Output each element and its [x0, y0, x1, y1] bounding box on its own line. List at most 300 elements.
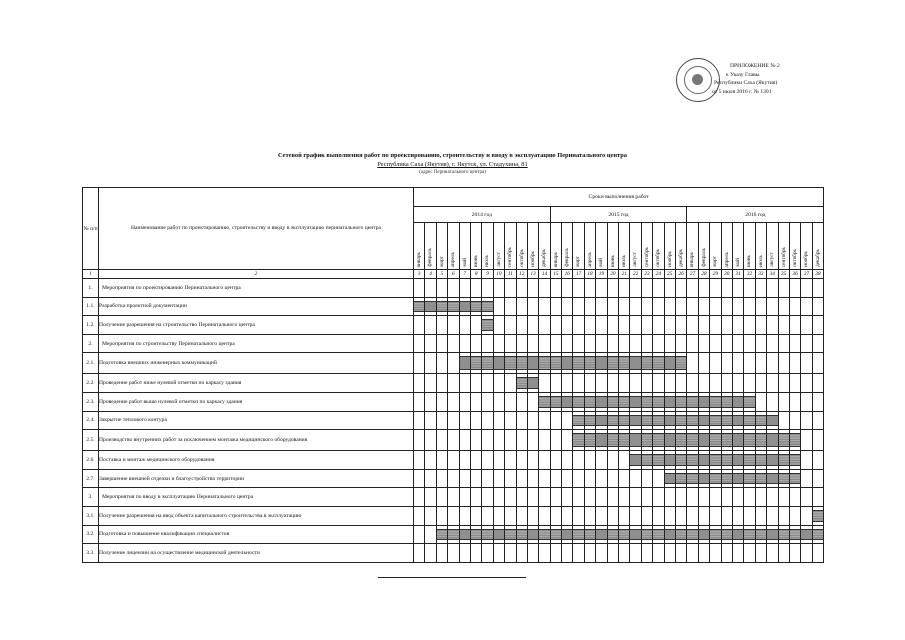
month-cell	[698, 279, 709, 298]
gantt-bar-segment	[437, 301, 447, 313]
gantt-bar-segment	[687, 454, 697, 466]
month-cell	[414, 353, 425, 374]
month-label: ноябрь	[529, 251, 536, 267]
gantt-bar-segment	[744, 396, 754, 408]
month-cell	[573, 279, 584, 298]
month-cell	[767, 279, 778, 298]
month-cell	[721, 430, 732, 451]
column-number: 34	[767, 270, 778, 279]
row-number: 3.3.	[83, 544, 99, 563]
gantt-bar-segment	[665, 529, 675, 541]
header-month	[470, 223, 481, 270]
appendix-block	[712, 62, 792, 96]
table-row	[83, 411, 824, 430]
month-cell	[470, 544, 481, 563]
month-cell	[584, 430, 595, 451]
month-cell	[470, 297, 481, 316]
month-cell	[641, 334, 652, 353]
column-number: 8	[470, 270, 481, 279]
column-number: 17	[573, 270, 584, 279]
gantt-bar-segment	[460, 356, 470, 370]
month-cell	[470, 469, 481, 488]
month-cell	[619, 316, 630, 335]
gantt-bar-segment	[676, 454, 686, 466]
month-cell	[732, 392, 743, 411]
month-cell	[687, 353, 698, 374]
month-cell	[584, 297, 595, 316]
month-cell	[584, 544, 595, 563]
month-cell	[767, 488, 778, 507]
month-cell	[732, 374, 743, 393]
month-cell	[710, 451, 721, 470]
month-cell	[653, 469, 664, 488]
month-cell	[482, 297, 493, 316]
gantt-bar-segment	[756, 433, 766, 447]
month-cell	[653, 544, 664, 563]
month-cell	[493, 392, 504, 411]
month-cell	[505, 334, 516, 353]
gantt-bar-segment	[665, 473, 675, 485]
month-cell	[619, 334, 630, 353]
month-cell	[516, 469, 527, 488]
month-cell	[584, 392, 595, 411]
month-cell	[414, 544, 425, 563]
month-cell	[812, 297, 824, 316]
month-cell	[653, 297, 664, 316]
gantt-bar-segment	[482, 301, 492, 313]
month-cell	[607, 374, 618, 393]
month-cell	[482, 279, 493, 298]
month-cell	[767, 469, 778, 488]
month-cell	[744, 316, 755, 335]
month-cell	[778, 469, 789, 488]
month-cell	[527, 488, 538, 507]
header-month	[550, 223, 561, 270]
gantt-bar-segment	[676, 356, 686, 370]
month-cell	[448, 451, 459, 470]
month-cell	[767, 316, 778, 335]
month-cell	[584, 279, 595, 298]
month-cell	[698, 353, 709, 374]
month-label: декабрь	[541, 249, 548, 267]
month-cell	[767, 544, 778, 563]
month-cell	[550, 525, 561, 544]
month-cell	[516, 430, 527, 451]
month-cell	[630, 469, 641, 488]
gantt-bar-segment	[619, 415, 629, 427]
month-cell	[755, 451, 766, 470]
gantt-bar-segment	[562, 396, 572, 408]
month-cell	[539, 316, 550, 335]
month-label: июль	[621, 255, 628, 267]
month-cell	[573, 451, 584, 470]
gantt-bar-segment	[756, 473, 766, 485]
month-cell	[812, 334, 824, 353]
table-row	[83, 334, 824, 353]
month-cell	[732, 544, 743, 563]
month-cell	[789, 279, 800, 298]
row-work-name: Разработка проектной документации	[99, 297, 414, 316]
header-month	[584, 223, 595, 270]
gantt-bar-segment	[744, 473, 754, 485]
month-cell	[732, 353, 743, 374]
gantt-bar-segment	[471, 301, 481, 313]
month-cell	[493, 297, 504, 316]
month-cell	[516, 525, 527, 544]
row-number: 3.1.	[83, 506, 99, 525]
month-cell	[698, 411, 709, 430]
month-cell	[516, 353, 527, 374]
month-cell	[675, 297, 686, 316]
month-cell	[641, 297, 652, 316]
month-cell	[562, 334, 573, 353]
month-cell	[505, 430, 516, 451]
month-cell	[425, 411, 436, 430]
month-cell	[801, 506, 812, 525]
month-cell	[630, 353, 641, 374]
row-number: 2.1.	[83, 353, 99, 374]
month-cell	[778, 451, 789, 470]
month-cell	[630, 374, 641, 393]
gantt-bar-segment	[608, 433, 618, 447]
month-cell	[664, 279, 675, 298]
column-number: 16	[562, 270, 573, 279]
gantt-bar-segment	[767, 454, 777, 466]
column-number: 11	[505, 270, 516, 279]
gantt-bar-segment	[699, 454, 709, 466]
gantt-bar-segment	[562, 356, 572, 370]
month-cell	[607, 411, 618, 430]
gantt-bar-segment	[585, 415, 595, 427]
month-cell	[744, 279, 755, 298]
month-cell	[527, 525, 538, 544]
month-cell	[721, 374, 732, 393]
row-work-name: Поставка и монтаж медицинского оборудования	[99, 451, 414, 470]
row-work-name: Мероприятия по строительству Перинатального центра	[99, 334, 414, 353]
month-cell	[414, 316, 425, 335]
month-cell	[664, 430, 675, 451]
month-cell	[801, 353, 812, 374]
month-cell	[744, 430, 755, 451]
month-cell	[516, 334, 527, 353]
header-month	[653, 223, 664, 270]
month-cell	[505, 411, 516, 430]
month-cell	[550, 544, 561, 563]
month-cell	[630, 334, 641, 353]
month-cell	[698, 374, 709, 393]
month-cell	[527, 506, 538, 525]
month-cell	[459, 451, 470, 470]
month-cell	[664, 451, 675, 470]
month-cell	[573, 334, 584, 353]
month-cell	[778, 374, 789, 393]
gantt-bar-segment	[619, 529, 629, 541]
month-cell	[732, 297, 743, 316]
month-cell	[448, 334, 459, 353]
gantt-bar-segment	[619, 356, 629, 370]
month-cell	[744, 451, 755, 470]
gantt-bar-segment	[653, 396, 663, 408]
month-cell	[562, 374, 573, 393]
table-row	[83, 392, 824, 411]
table-row	[83, 353, 824, 374]
row-number: 2.	[83, 334, 99, 353]
month-cell	[562, 488, 573, 507]
month-cell	[436, 353, 447, 374]
month-cell	[619, 279, 630, 298]
column-number: 3	[414, 270, 425, 279]
month-cell	[732, 279, 743, 298]
month-cell	[721, 506, 732, 525]
month-cell	[812, 279, 824, 298]
gantt-bar-segment	[630, 529, 640, 541]
month-cell	[812, 506, 824, 525]
month-cell	[493, 411, 504, 430]
month-cell	[630, 525, 641, 544]
month-cell	[539, 334, 550, 353]
month-cell	[698, 316, 709, 335]
month-cell	[493, 353, 504, 374]
month-cell	[562, 411, 573, 430]
month-cell	[516, 297, 527, 316]
header-month	[539, 223, 550, 270]
month-cell	[710, 316, 721, 335]
month-cell	[732, 430, 743, 451]
month-cell	[562, 525, 573, 544]
month-cell	[539, 297, 550, 316]
month-cell	[675, 488, 686, 507]
gantt-bar-segment	[676, 473, 686, 485]
month-cell	[744, 525, 755, 544]
month-cell	[687, 525, 698, 544]
month-cell	[436, 430, 447, 451]
gantt-bar-segment	[676, 433, 686, 447]
month-cell	[778, 279, 789, 298]
month-cell	[619, 506, 630, 525]
gantt-bar-segment	[722, 415, 732, 427]
month-cell	[550, 488, 561, 507]
month-cell	[675, 411, 686, 430]
month-cell	[516, 451, 527, 470]
month-cell	[641, 411, 652, 430]
gantt-bar-segment	[733, 433, 743, 447]
month-cell	[414, 297, 425, 316]
month-cell	[596, 316, 607, 335]
gantt-bar-segment	[687, 473, 697, 485]
month-cell	[539, 544, 550, 563]
month-cell	[493, 279, 504, 298]
month-cell	[425, 316, 436, 335]
month-cell	[812, 392, 824, 411]
month-cell	[641, 279, 652, 298]
month-cell	[448, 506, 459, 525]
month-cell	[732, 316, 743, 335]
month-cell	[459, 392, 470, 411]
month-cell	[778, 353, 789, 374]
month-cell	[584, 334, 595, 353]
table-row	[83, 279, 824, 298]
month-cell	[596, 525, 607, 544]
month-label: февраль	[564, 248, 571, 267]
month-cell	[789, 469, 800, 488]
month-cell	[459, 374, 470, 393]
gantt-bar-segment	[710, 473, 720, 485]
gantt-bar-segment	[722, 396, 732, 408]
month-cell	[436, 469, 447, 488]
header-month	[573, 223, 584, 270]
month-cell	[482, 469, 493, 488]
month-cell	[584, 469, 595, 488]
month-cell	[493, 488, 504, 507]
month-cell	[436, 334, 447, 353]
table-row	[83, 525, 824, 544]
gantt-bar-segment	[779, 473, 789, 485]
month-cell	[755, 297, 766, 316]
header-month	[505, 223, 516, 270]
month-cell	[687, 411, 698, 430]
gantt-bar-segment	[619, 433, 629, 447]
month-cell	[470, 411, 481, 430]
month-label: июнь	[746, 254, 753, 267]
gantt-bar-segment	[573, 529, 583, 541]
gantt-bar-segment	[528, 356, 538, 370]
month-cell	[596, 297, 607, 316]
column-number: 13	[527, 270, 538, 279]
column-number: 12	[516, 270, 527, 279]
month-cell	[755, 544, 766, 563]
gantt-bar-segment	[630, 454, 640, 466]
month-cell	[436, 411, 447, 430]
gantt-bar-segment	[460, 529, 470, 541]
header-month	[414, 223, 425, 270]
table-row	[83, 316, 824, 335]
month-cell	[710, 297, 721, 316]
month-label: май	[461, 258, 468, 267]
month-cell	[789, 430, 800, 451]
gantt-bar-segment	[756, 454, 766, 466]
month-cell	[664, 353, 675, 374]
month-cell	[789, 334, 800, 353]
month-cell	[482, 316, 493, 335]
month-cell	[436, 392, 447, 411]
gantt-bar-segment	[630, 415, 640, 427]
month-cell	[414, 374, 425, 393]
month-cell	[470, 374, 481, 393]
month-cell	[505, 544, 516, 563]
column-number: 1	[83, 270, 99, 279]
month-cell	[664, 525, 675, 544]
month-cell	[573, 430, 584, 451]
month-cell	[721, 279, 732, 298]
header-year: 2014 год	[414, 207, 551, 223]
gantt-bar-segment	[539, 529, 549, 541]
month-cell	[687, 374, 698, 393]
gantt-bar-segment	[539, 396, 549, 408]
month-cell	[801, 451, 812, 470]
month-cell	[414, 506, 425, 525]
gantt-bar-segment	[687, 396, 697, 408]
month-cell	[459, 506, 470, 525]
month-cell	[630, 411, 641, 430]
month-cell	[619, 544, 630, 563]
month-cell	[573, 353, 584, 374]
month-cell	[425, 297, 436, 316]
month-cell	[675, 353, 686, 374]
table-row	[83, 374, 824, 393]
month-cell	[505, 525, 516, 544]
month-cell	[493, 430, 504, 451]
column-number: 9	[482, 270, 493, 279]
header-year: 2016 год	[687, 207, 824, 223]
month-cell	[732, 451, 743, 470]
column-number: 36	[789, 270, 800, 279]
gantt-bar-segment	[653, 433, 663, 447]
header-month	[698, 223, 709, 270]
month-cell	[550, 353, 561, 374]
month-cell	[493, 451, 504, 470]
month-cell	[470, 488, 481, 507]
month-cell	[710, 469, 721, 488]
month-cell	[710, 506, 721, 525]
month-cell	[539, 451, 550, 470]
column-number: 5	[436, 270, 447, 279]
month-cell	[414, 392, 425, 411]
month-cell	[664, 316, 675, 335]
month-cell	[425, 374, 436, 393]
gantt-bar-segment	[437, 529, 447, 541]
gantt-bar-segment	[733, 454, 743, 466]
month-cell	[596, 451, 607, 470]
month-label: март	[575, 256, 582, 267]
month-cell	[562, 392, 573, 411]
header-year: 2015 год	[550, 207, 687, 223]
month-cell	[505, 353, 516, 374]
header-month	[755, 223, 766, 270]
month-cell	[539, 392, 550, 411]
header-month	[812, 223, 824, 270]
month-cell	[721, 316, 732, 335]
header-month	[562, 223, 573, 270]
month-cell	[687, 451, 698, 470]
gantt-bar-segment	[710, 415, 720, 427]
gantt-bar-segment	[482, 319, 492, 331]
gantt-bar-segment	[722, 473, 732, 485]
gantt-bar-segment	[653, 529, 663, 541]
month-cell	[448, 430, 459, 451]
month-cell	[573, 544, 584, 563]
month-cell	[493, 374, 504, 393]
column-number: 25	[664, 270, 675, 279]
month-cell	[675, 374, 686, 393]
month-label: январь	[416, 251, 422, 267]
gantt-bar-segment	[687, 529, 697, 541]
gantt-bar-segment	[653, 415, 663, 427]
month-cell	[664, 334, 675, 353]
month-cell	[539, 488, 550, 507]
month-cell	[698, 392, 709, 411]
month-cell	[619, 374, 630, 393]
month-cell	[505, 316, 516, 335]
gantt-bar-segment	[642, 356, 652, 370]
gantt-bar-segment	[699, 433, 709, 447]
gantt-bar-segment	[767, 415, 777, 427]
gantt-bar-segment	[699, 415, 709, 427]
month-cell	[664, 374, 675, 393]
row-work-name: Получение разрешения на ввод объекта капитального строительства в эксплуатацию	[99, 506, 414, 525]
month-cell	[482, 544, 493, 563]
month-cell	[789, 451, 800, 470]
table-row	[83, 544, 824, 563]
